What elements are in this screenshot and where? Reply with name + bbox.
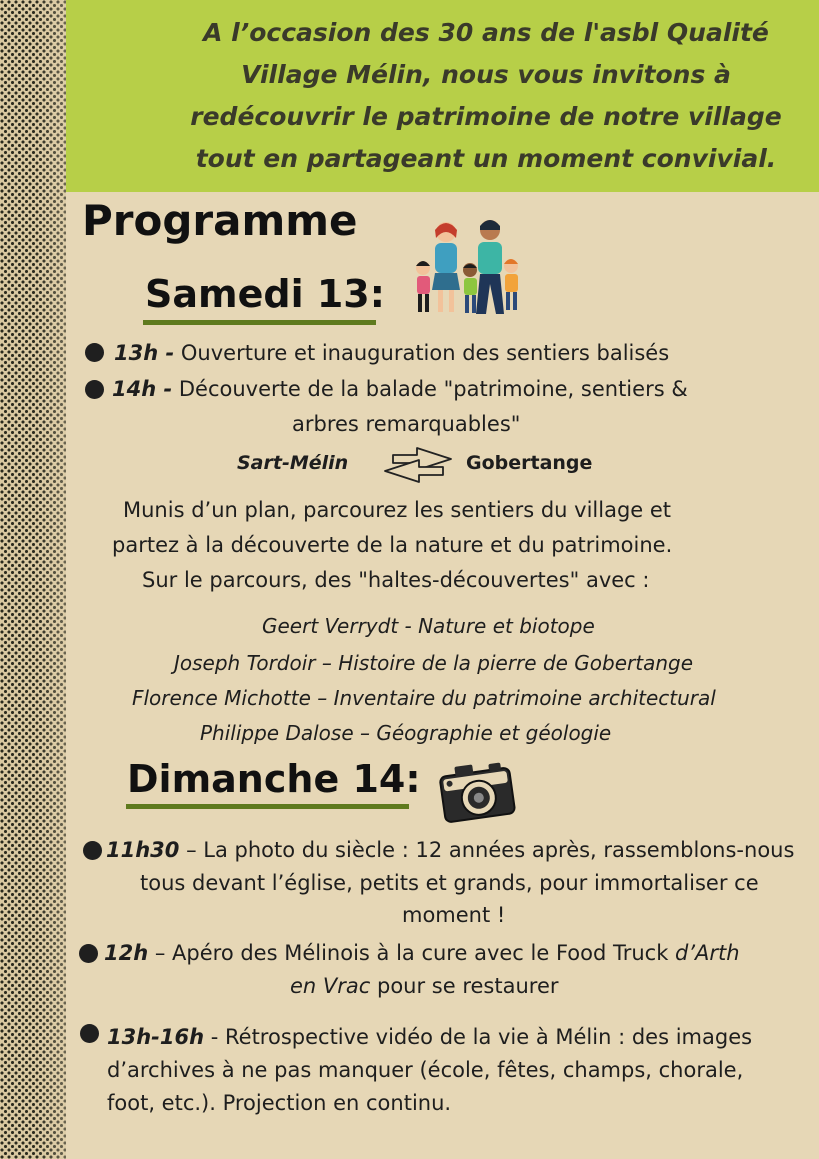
intro-text (166, 12, 806, 180)
route-to: Gobertange (466, 452, 593, 474)
sunday-title: Dimanche 14: (127, 757, 421, 801)
intro-line-2: Village Mélin, nous vous invitons à (241, 60, 731, 89)
camera-icon (436, 756, 518, 828)
sunday-item-11h30-line-3: moment ! (402, 903, 506, 927)
sunday-item-13h-16h-line-2: d’archives à ne pas manquer (école, fêtes, champs, chorale, (107, 1058, 744, 1082)
item-time: 12h (104, 941, 149, 965)
halte-item: Florence Michotte – Inventaire du patrimoine architectural (132, 686, 716, 710)
two-way-arrow-icon (383, 446, 453, 484)
intro-line-4: tout en partageant un moment convivial. (195, 144, 777, 173)
programme-title: Programme (82, 196, 358, 245)
item-time: 13h-16h (107, 1025, 205, 1049)
saturday-title: Samedi 13: (145, 272, 385, 316)
bullet-icon (85, 343, 104, 362)
saturday-item-13h (114, 337, 669, 369)
item-time: 11h30 (106, 838, 180, 862)
sunday-item-13h-16h (107, 1021, 752, 1053)
item-time: 13h - (114, 341, 175, 365)
saturday-item-14h-cont: arbres remarquables" (292, 412, 521, 436)
description-line-3: Sur le parcours, des "haltes-découvertes" avec : (142, 568, 650, 592)
intro-banner (66, 0, 819, 192)
halte-item: Philippe Dalose – Géographie et géologie (200, 721, 612, 745)
description-line-2: partez à la découverte de la nature et du patrimoine. (112, 533, 673, 557)
item-text: – Apéro des Mélinois à la cure avec le Food Truck (148, 941, 676, 965)
food-truck-name-cont: en Vrac (290, 974, 371, 998)
sunday-item-11h30 (106, 834, 794, 866)
bullet-icon (85, 380, 104, 399)
item-text: Découverte de la balade "patrimoine, sentiers & (178, 377, 688, 401)
sunday-item-13h-16h-line-3: foot, etc.). Projection en continu. (107, 1091, 452, 1115)
description-line-1: Munis d’un plan, parcourez les sentiers du village et (123, 498, 672, 522)
sunday-underline (126, 804, 409, 809)
intro-line-3: redécouvrir le patrimoine de notre village (190, 102, 782, 131)
halte-item: Joseph Tordoir – Histoire de la pierre de Gobertange (174, 651, 694, 675)
family-icon (408, 218, 523, 320)
item-time: 14h - (112, 377, 173, 401)
sunday-item-12h (104, 937, 740, 969)
route-from: Sart-Mélin (237, 452, 349, 474)
saturday-item-14h (112, 373, 688, 405)
halte-item: Geert Verrydt - Nature et biotope (262, 614, 595, 638)
sunday-item-11h30-line-2: tous devant l’église, petits et grands, pour immortaliser ce (140, 871, 759, 895)
bullet-icon (80, 1024, 99, 1043)
item-text: pour se restaurer (370, 974, 559, 998)
saturday-underline (143, 320, 376, 325)
intro-line-1: A l’occasion des 30 ans de l'asbl Qualité (203, 18, 769, 47)
bullet-icon (79, 944, 98, 963)
food-truck-name: d’Arth (675, 941, 740, 965)
bullet-icon (83, 841, 102, 860)
sunday-item-12h-line-2 (290, 970, 559, 1002)
item-text: - Rétrospective vidéo de la vie à Mélin : des images (204, 1025, 753, 1049)
dotted-border-fade (0, 0, 66, 1159)
item-text: – La photo du siècle : 12 années après, rassemblons-nous (179, 838, 795, 862)
item-text: Ouverture et inauguration des sentiers balisés (180, 341, 670, 365)
